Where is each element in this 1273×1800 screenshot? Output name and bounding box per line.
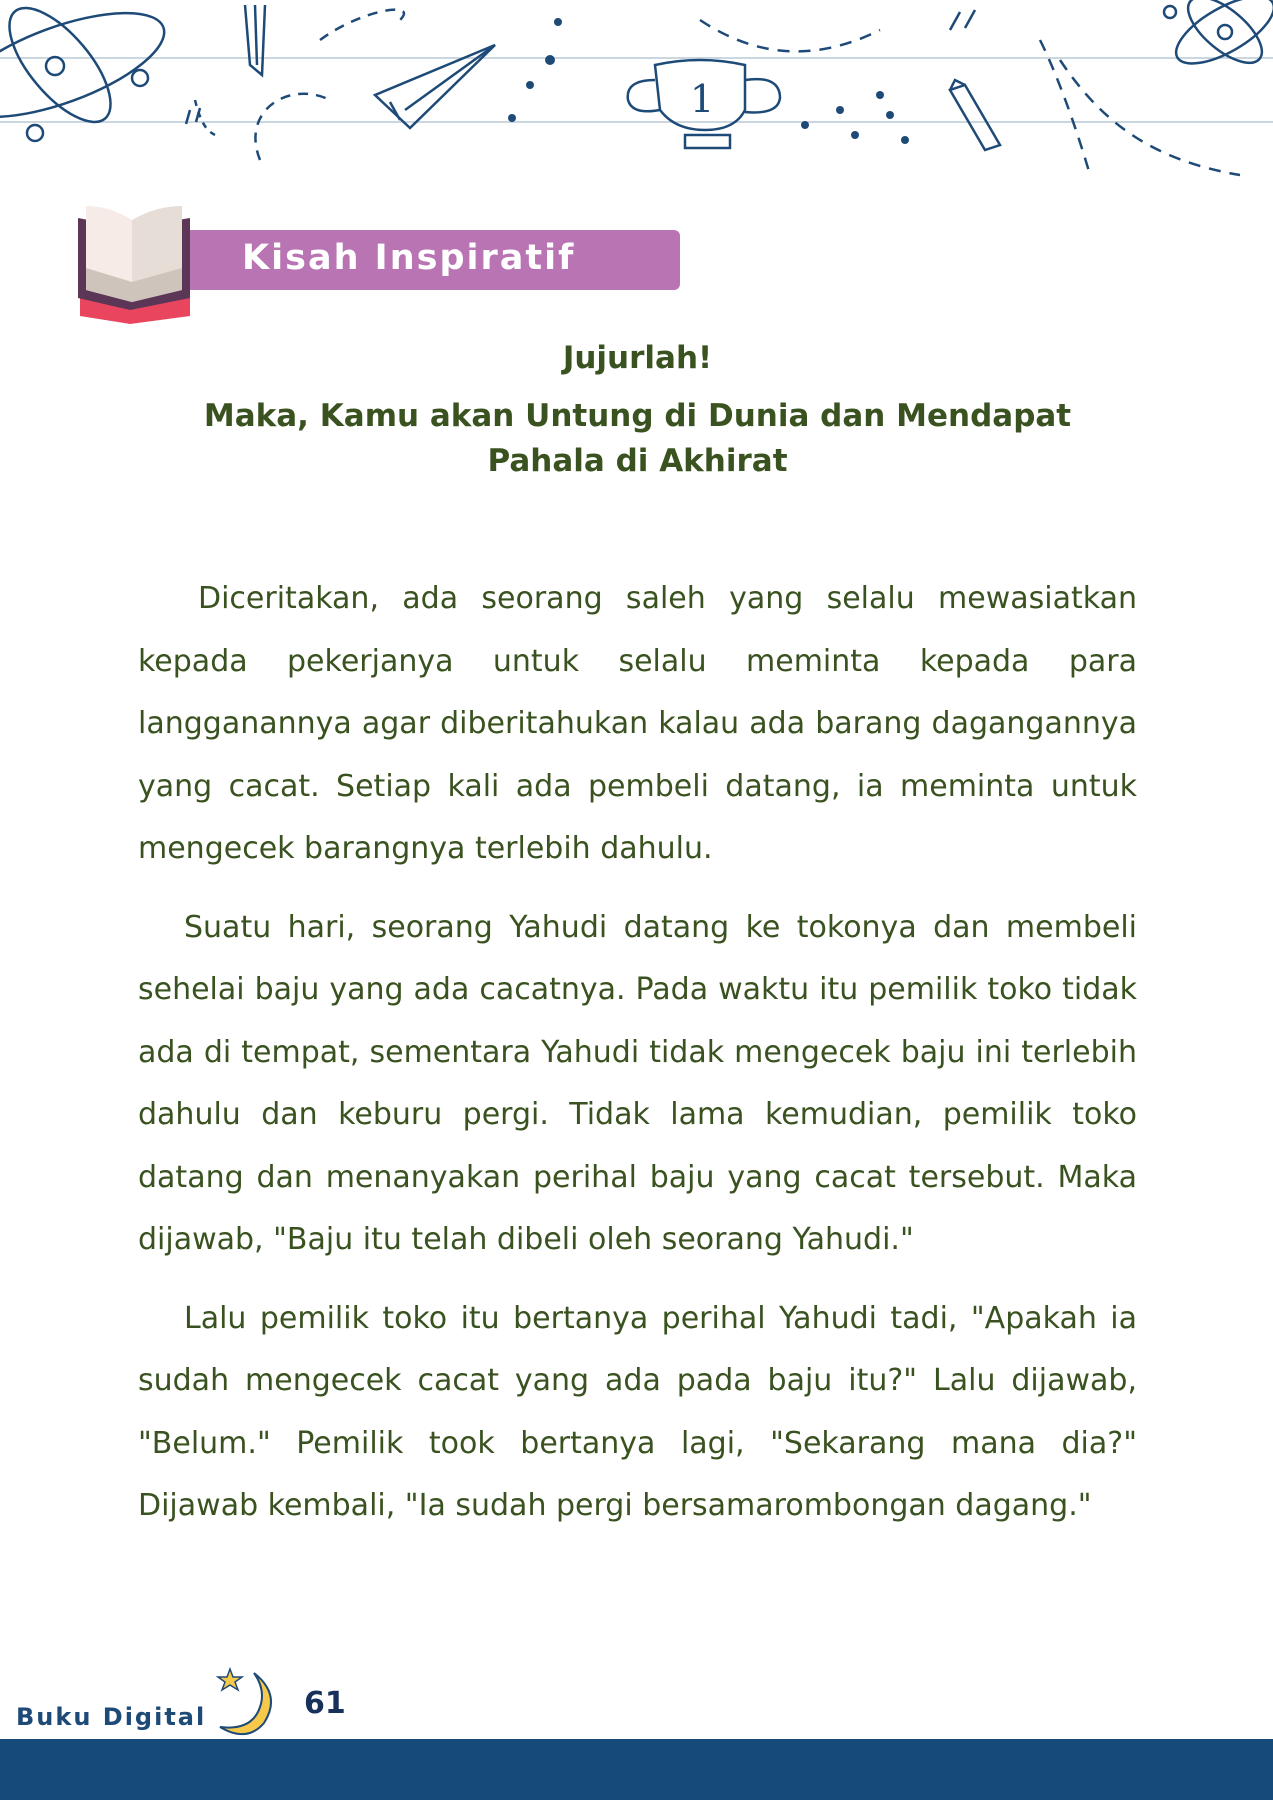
story-heading (130, 340, 1145, 484)
doodle-header-decoration (0, 0, 1273, 190)
moon-star-icon (212, 1665, 282, 1740)
footer-label: Buku Digital (16, 1703, 207, 1731)
paragraph: Diceritakan, ada seorang saleh yang selalu mewasiatkan kepada pekerjanya untuk selalu meminta kepada para langganannya agar diberitahukan kalau ada barang dagangannya yang cacat. Setiap kali ada pembeli datang, ia meminta untuk mengecek barangnya terlebih dahulu. (138, 581, 1137, 866)
paragraph: Lalu pemilik toko itu bertanya perihal Yahudi tadi, "Apakah ia sudah mengecek cacat yang ada pada baju itu?" Lalu dijawab, "Belum." Pemilik took bertanya lagi, "Sekarang mana dia?" Dijawab kembali, "Ia sudah pergi bersamarombongan dagang." (138, 1300, 1137, 1523)
paragraph: Suatu hari, seorang Yahudi datang ke tokonya dan membeli sehelai baju yang ada cacatnya. Pada waktu itu pemilik toko tidak ada di tempat, sementara Yahudi tidak mengecek baju ini terlebih dahulu dan keburu pergi. Tidak lama kemudian, pemilik toko datang dan menanyakan perihal baju yang cacat tersebut. Maka dijawab, "Baju itu telah dibeli oleh seorang Yahudi." (138, 909, 1137, 1257)
footer-bar (0, 1739, 1273, 1800)
trophy-icon (628, 60, 780, 148)
story-subtitle: Maka, Kamu akan Untung di Dunia dan Mendapat Pahala di Akhirat (203, 398, 1072, 479)
atom-icon (0, 0, 176, 141)
atom-right-icon (1164, 0, 1273, 77)
svg-text:1: 1 (690, 77, 715, 121)
story-title: Jujurlah! (562, 340, 713, 376)
pencil-icon (245, 5, 265, 75)
section-banner (70, 198, 690, 328)
story-body (138, 568, 1137, 1554)
open-book-icon (70, 198, 200, 328)
pencil-right-icon (950, 80, 1000, 150)
page-number: 61 (304, 1686, 346, 1721)
section-title: Kisah Inspiratif (242, 238, 576, 278)
